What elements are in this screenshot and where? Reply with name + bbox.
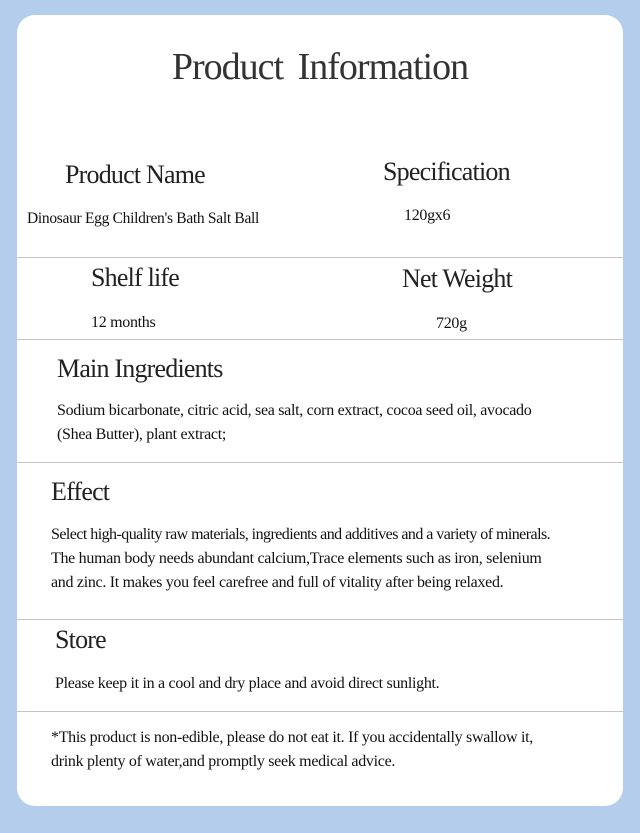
divider xyxy=(17,257,623,258)
net-weight-label: Net Weight xyxy=(402,264,513,293)
divider xyxy=(17,339,623,340)
product-name-value: Dinosaur Egg Children's Bath Salt Ball xyxy=(27,210,260,227)
ingredients-line: Sodium bicarbonate, citric acid, sea salt, corn extract, cocoa seed oil, avocado xyxy=(57,402,532,419)
ingredients-line: (Shea Butter), plant extract; xyxy=(57,426,227,443)
effect-line: Select high-quality raw materials, ingredients and additives and a variety of minerals. xyxy=(51,526,551,543)
warning-line: *This product is non-edible, please do not eat it. If you accidentally swallow it, xyxy=(51,729,533,746)
page-title: Product Information xyxy=(171,46,469,88)
effect-heading: Effect xyxy=(51,477,110,506)
divider xyxy=(17,711,623,712)
warning-line: drink plenty of water,and promptly seek medical advice. xyxy=(51,753,396,770)
specification-value: 120gx6 xyxy=(404,207,451,224)
info-card xyxy=(17,15,623,806)
shelf-life-label: Shelf life xyxy=(91,263,180,292)
shelf-life-value: 12 months xyxy=(91,314,156,331)
divider xyxy=(17,462,623,463)
store-heading: Store xyxy=(55,625,106,654)
ingredients-heading: Main Ingredients xyxy=(57,354,223,383)
effect-line: The human body needs abundant calcium,Trace elements such as iron, selenium xyxy=(51,550,542,567)
effect-line: and zinc. It makes you feel carefree and full of vitality after being relaxed. xyxy=(51,574,504,591)
product-name-label: Product Name xyxy=(65,160,205,189)
specification-label: Specification xyxy=(383,157,510,186)
divider xyxy=(17,619,623,620)
store-text: Please keep it in a cool and dry place and avoid direct sunlight. xyxy=(55,675,440,692)
net-weight-value: 720g xyxy=(436,315,467,332)
